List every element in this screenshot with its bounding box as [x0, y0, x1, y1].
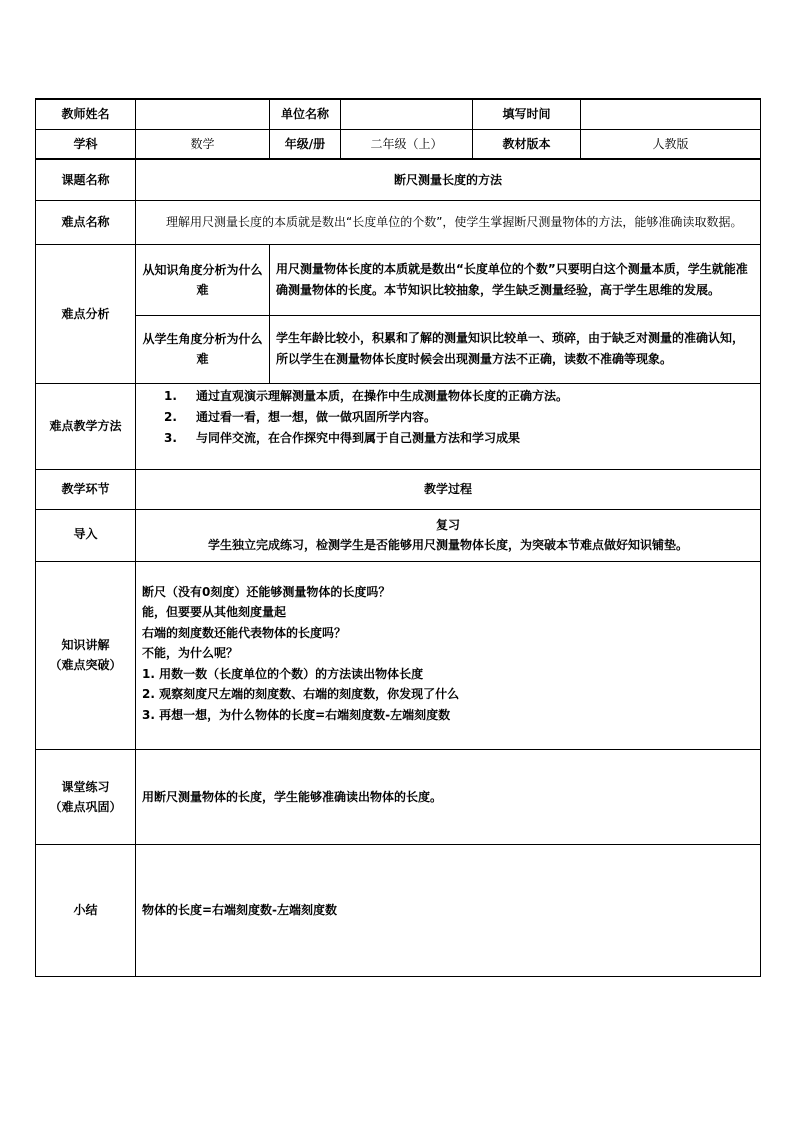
header-row-1: [36, 99, 761, 129]
summary-label: 小结: [36, 844, 136, 976]
method-item: 3. 与同伴交流，在合作探究中得到属于自己测量方法和学习成果: [164, 430, 521, 445]
difficulty-text: 理解用尺测量长度的本质就是数出“长度单位的个数”，使学生掌握断尺测量物体的方法，能够准确读取数据。: [136, 200, 761, 244]
unit-name-value: [341, 99, 473, 129]
intro-row: [36, 509, 761, 561]
student-angle-text: 学生年龄比较小，积累和了解的测量知识比较单一、琐碎，由于缺乏对测量的准确认知，所以学生在测量物体长度时候会出现测量方法不正确，读数不准确等现象。: [270, 315, 761, 383]
edition-label: 教材版本: [473, 129, 581, 159]
knowledge-content: [136, 561, 761, 749]
grade-value: 二年级（上）: [341, 129, 473, 159]
header-row-2: [36, 129, 761, 159]
methods-list: [136, 383, 761, 469]
intro-text: 学生独立完成练习，检测学生是否能够用尺测量物体长度，为突破本节难点做好知识铺垫。: [207, 538, 688, 552]
student-angle-label: 从学生角度分析为什么难: [136, 315, 270, 383]
lesson-plan-table: [35, 98, 761, 977]
knowledge-line: 不能，为什么呢？: [142, 646, 239, 660]
knowledge-angle-text: 用尺测量物体长度的本质就是数出“长度单位的个数”只要明白这个测量本质，学生就能准确测量物体的长度。本节知识比较抽象，学生缺乏测量经验，高于学生思维的发展。: [270, 244, 761, 315]
knowledge-row: [36, 561, 761, 749]
methods-row: [36, 383, 761, 469]
process-header-row: [36, 469, 761, 509]
intro-title: 复习: [435, 518, 460, 532]
topic-value: 断尺测量长度的方法: [136, 159, 761, 200]
teacher-name-value: [136, 99, 270, 129]
knowledge-line: 右端的刻度数还能代表物体的长度吗？: [142, 625, 347, 640]
knowledge-line: 能，但要要从其他刻度量起: [142, 605, 287, 619]
knowledge-line: 2. 观察刻度尺左端的刻度数、右端的刻度数，你发现了什么: [142, 687, 460, 701]
methods-label: 难点教学方法: [36, 383, 136, 469]
method-item: 2. 通过看一看，想一想，做一做巩固所学内容。: [164, 409, 437, 424]
practice-text: 用断尺测量物体的长度，学生能够准确读出物体的长度。: [136, 749, 761, 844]
difficulty-label: 难点名称: [36, 200, 136, 244]
fill-date-label: 填写时间: [473, 99, 581, 129]
practice-row: [36, 749, 761, 844]
practice-label: 课堂练习 （难点巩固）: [36, 749, 136, 844]
topic-label: 课题名称: [36, 159, 136, 200]
topic-row: [36, 159, 761, 200]
subject-label: 学科: [36, 129, 136, 159]
lesson-plan-form: [35, 98, 760, 977]
unit-name-label: 单位名称: [270, 99, 341, 129]
intro-label: 导入: [36, 509, 136, 561]
summary-text: 物体的长度=右端刻度数-左端刻度数: [136, 844, 761, 976]
teaching-stage-label: 教学环节: [36, 469, 136, 509]
method-item: 1. 通过直观演示理解测量本质，在操作中生成测量物体长度的正确方法。: [164, 388, 569, 403]
knowledge-angle-label: 从知识角度分析为什么难: [136, 244, 270, 315]
subject-value: 数学: [136, 129, 270, 159]
knowledge-line: 3. 再想一想，为什么物体的长度=右端刻度数-左端刻度数: [142, 707, 451, 722]
summary-row: [36, 844, 761, 976]
knowledge-label: 知识讲解 （难点突破）: [36, 561, 136, 749]
grade-label: 年级/册: [270, 129, 341, 159]
difficulty-row: [36, 200, 761, 244]
analysis-knowledge-row: [36, 244, 761, 315]
teacher-name-label: 教师姓名: [36, 99, 136, 129]
teaching-process-label: 教学过程: [136, 469, 761, 509]
knowledge-line: 1. 用数一数（长度单位的个数）的方法读出物体长度: [142, 666, 424, 681]
fill-date-value: [581, 99, 761, 129]
knowledge-line: 断尺（没有0刻度）还能够测量物体的长度吗？: [142, 584, 391, 599]
edition-value: 人教版: [581, 129, 761, 159]
analysis-label: 难点分析: [36, 244, 136, 383]
analysis-student-row: [36, 315, 761, 383]
intro-content: [136, 509, 761, 561]
